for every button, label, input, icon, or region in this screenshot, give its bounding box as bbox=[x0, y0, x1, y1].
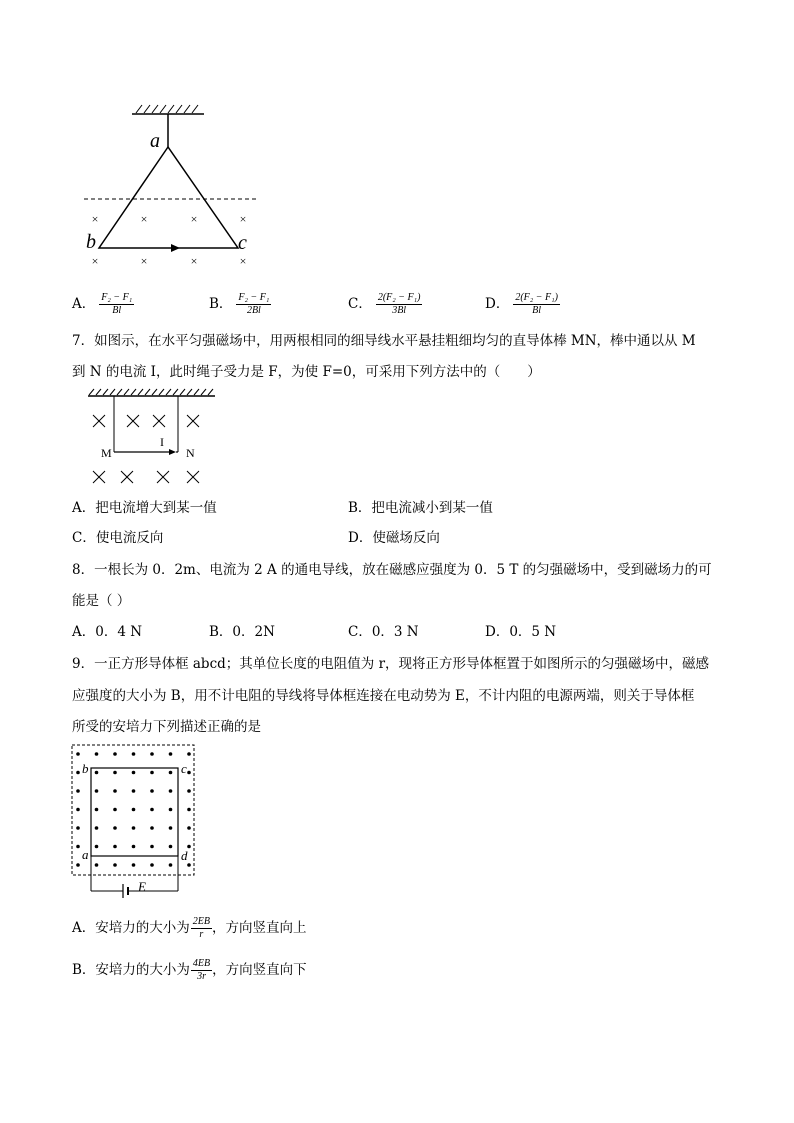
q8-option-d[interactable]: D．0．5 N bbox=[485, 624, 557, 640]
field-dot bbox=[113, 863, 117, 867]
svg-text:×: × bbox=[190, 212, 198, 226]
field-dot bbox=[187, 808, 191, 812]
q7-text-line-1: 7．如图示，在水平匀强磁场中，用两根相同的细导线水平悬挂粗细均匀的直导体棒 MN，棒中通以从 M bbox=[72, 333, 696, 349]
field-dot bbox=[95, 863, 99, 867]
q8-text-line-1: 8．一根长为 0．2m、电流为 2 A 的通电导线，放在磁感应强度为 0．5 T 的匀强磁场中，受到磁场力的可 bbox=[72, 562, 712, 578]
field-dot bbox=[76, 789, 80, 793]
field-dot bbox=[187, 771, 191, 775]
square-frame-figure bbox=[70, 743, 200, 898]
field-dot bbox=[187, 789, 191, 793]
svg-text:×: × bbox=[91, 212, 99, 226]
vertex-a-label: a bbox=[150, 130, 160, 152]
q9-text-line-3: 所受的安培力下列描述正确的是 bbox=[72, 719, 261, 735]
triangle-loop-figure bbox=[70, 100, 270, 275]
field-dot bbox=[150, 808, 154, 812]
rod-end-m-label: M bbox=[101, 446, 112, 460]
q6-option-c-formula: $\frac{\text{2(F₂ − F₁)}}{3Bl}$ bbox=[377, 292, 421, 316]
q9-option-b[interactable]: B．安培力的大小为 $\frac{4EB}{3r}$ ，方向竖直向下 bbox=[72, 958, 307, 982]
field-dot bbox=[187, 863, 191, 867]
field-dot bbox=[132, 789, 136, 793]
field-dot bbox=[169, 752, 173, 756]
q6-option-c[interactable]: C． $\frac{\text{2(F₂ − F₁)}}{3Bl}$ bbox=[348, 292, 421, 316]
field-dot bbox=[150, 863, 154, 867]
field-dot bbox=[132, 808, 136, 812]
q6-option-a-formula: $\frac{\text{F₂ − F₁}}{Bl}$ bbox=[101, 292, 133, 316]
field-dot bbox=[132, 826, 136, 830]
field-dot bbox=[76, 826, 80, 830]
q9-text-line-1: 9．一正方形导体框 abcd；其单位长度的电阻值为 r，现将正方形导体框置于如图所示的匀强磁场中，磁感 bbox=[72, 656, 710, 672]
q9-option-b-formula: $\frac{4EB}{3r}$ bbox=[192, 958, 211, 982]
field-dot bbox=[150, 752, 154, 756]
emf-e-label: E bbox=[138, 879, 146, 894]
field-dot bbox=[169, 771, 173, 775]
field-dot bbox=[132, 845, 136, 849]
field-dot bbox=[169, 845, 173, 849]
q6-option-b[interactable]: B． $\frac{\text{F₂ − F₁}}{2Bl}$ bbox=[209, 292, 270, 316]
q9-text-line-2: 应强度的大小为 B，用不计电阻的导线将导体框连接在电动势为 E，不计内阻的电源两端，则关于导体框 bbox=[72, 688, 695, 704]
svg-text:×: × bbox=[190, 254, 198, 268]
field-dot bbox=[113, 752, 117, 756]
q8-text-line-2: 能是（ ） bbox=[72, 593, 131, 609]
q9-option-a[interactable]: A．安培力的大小为 $\frac{2EB}{r}$ ，方向竖直向上 bbox=[72, 916, 307, 940]
field-dot bbox=[187, 752, 191, 756]
field-dot bbox=[132, 752, 136, 756]
svg-text:×: × bbox=[91, 254, 99, 268]
svg-text:×: × bbox=[239, 254, 247, 268]
field-dot bbox=[132, 771, 136, 775]
field-dot bbox=[169, 789, 173, 793]
field-dot bbox=[150, 789, 154, 793]
vertex-c-label: c bbox=[238, 232, 247, 254]
field-dot bbox=[95, 826, 99, 830]
field-dot bbox=[76, 808, 80, 812]
corner-b-label: b bbox=[82, 761, 89, 776]
field-dot bbox=[187, 826, 191, 830]
corner-a-label: a bbox=[82, 847, 89, 862]
field-dot bbox=[95, 752, 99, 756]
svg-text:×: × bbox=[140, 212, 148, 226]
field-dot bbox=[76, 752, 80, 756]
corner-c-label: c bbox=[181, 761, 187, 776]
field-dot bbox=[132, 863, 136, 867]
q7-option-a[interactable]: A．把电流增大到某一值 bbox=[72, 500, 217, 516]
field-dot bbox=[150, 845, 154, 849]
svg-text:×: × bbox=[140, 254, 148, 268]
field-dot bbox=[76, 863, 80, 867]
field-dot bbox=[95, 771, 99, 775]
field-dot bbox=[169, 826, 173, 830]
field-dot bbox=[150, 826, 154, 830]
field-dot bbox=[169, 808, 173, 812]
rod-end-n-label: N bbox=[186, 446, 195, 460]
q8-option-c[interactable]: C．0．3 N bbox=[348, 624, 419, 640]
field-dot bbox=[113, 789, 117, 793]
q8-option-a[interactable]: A．0．4 N bbox=[72, 624, 143, 640]
field-dot bbox=[113, 771, 117, 775]
q7-option-b[interactable]: B．把电流减小到某一值 bbox=[348, 500, 493, 516]
field-dot bbox=[95, 845, 99, 849]
svg-text:×: × bbox=[239, 212, 247, 226]
q8-option-b[interactable]: B．0．2N bbox=[209, 624, 275, 640]
q7-option-d[interactable]: D．使磁场反向 bbox=[348, 530, 440, 546]
field-dot bbox=[76, 771, 80, 775]
field-dot bbox=[187, 845, 191, 849]
field-dot bbox=[150, 771, 154, 775]
q7-option-c[interactable]: C．使电流反向 bbox=[72, 530, 164, 546]
q7-text-line-2: 到 N 的电流 I，此时绳子受力是 F，为使 F=0，可采用下列方法中的（ ） bbox=[72, 364, 541, 380]
field-dot bbox=[113, 826, 117, 830]
field-dot bbox=[113, 808, 117, 812]
current-i-label: I bbox=[160, 435, 164, 449]
q6-option-d[interactable]: D． $\frac{\text{2(F₂ − F₁)}}{Bl}$ bbox=[485, 292, 558, 316]
field-dot bbox=[95, 789, 99, 793]
q6-option-a[interactable]: A． $\frac{\text{F₂ − F₁}}{Bl}$ bbox=[72, 292, 133, 316]
field-dot bbox=[169, 863, 173, 867]
field-dot bbox=[113, 845, 117, 849]
q6-option-d-formula: $\frac{\text{2(F₂ − F₁)}}{Bl}$ bbox=[515, 292, 558, 316]
hanging-rod-figure bbox=[85, 388, 220, 490]
q6-option-b-formula: $\frac{\text{F₂ − F₁}}{2Bl}$ bbox=[238, 292, 270, 316]
field-dot bbox=[95, 808, 99, 812]
q9-option-a-formula: $\frac{2EB}{r}$ bbox=[192, 916, 210, 940]
field-dot bbox=[76, 845, 80, 849]
corner-d-label: d bbox=[181, 848, 188, 863]
vertex-b-label: b bbox=[86, 231, 96, 253]
